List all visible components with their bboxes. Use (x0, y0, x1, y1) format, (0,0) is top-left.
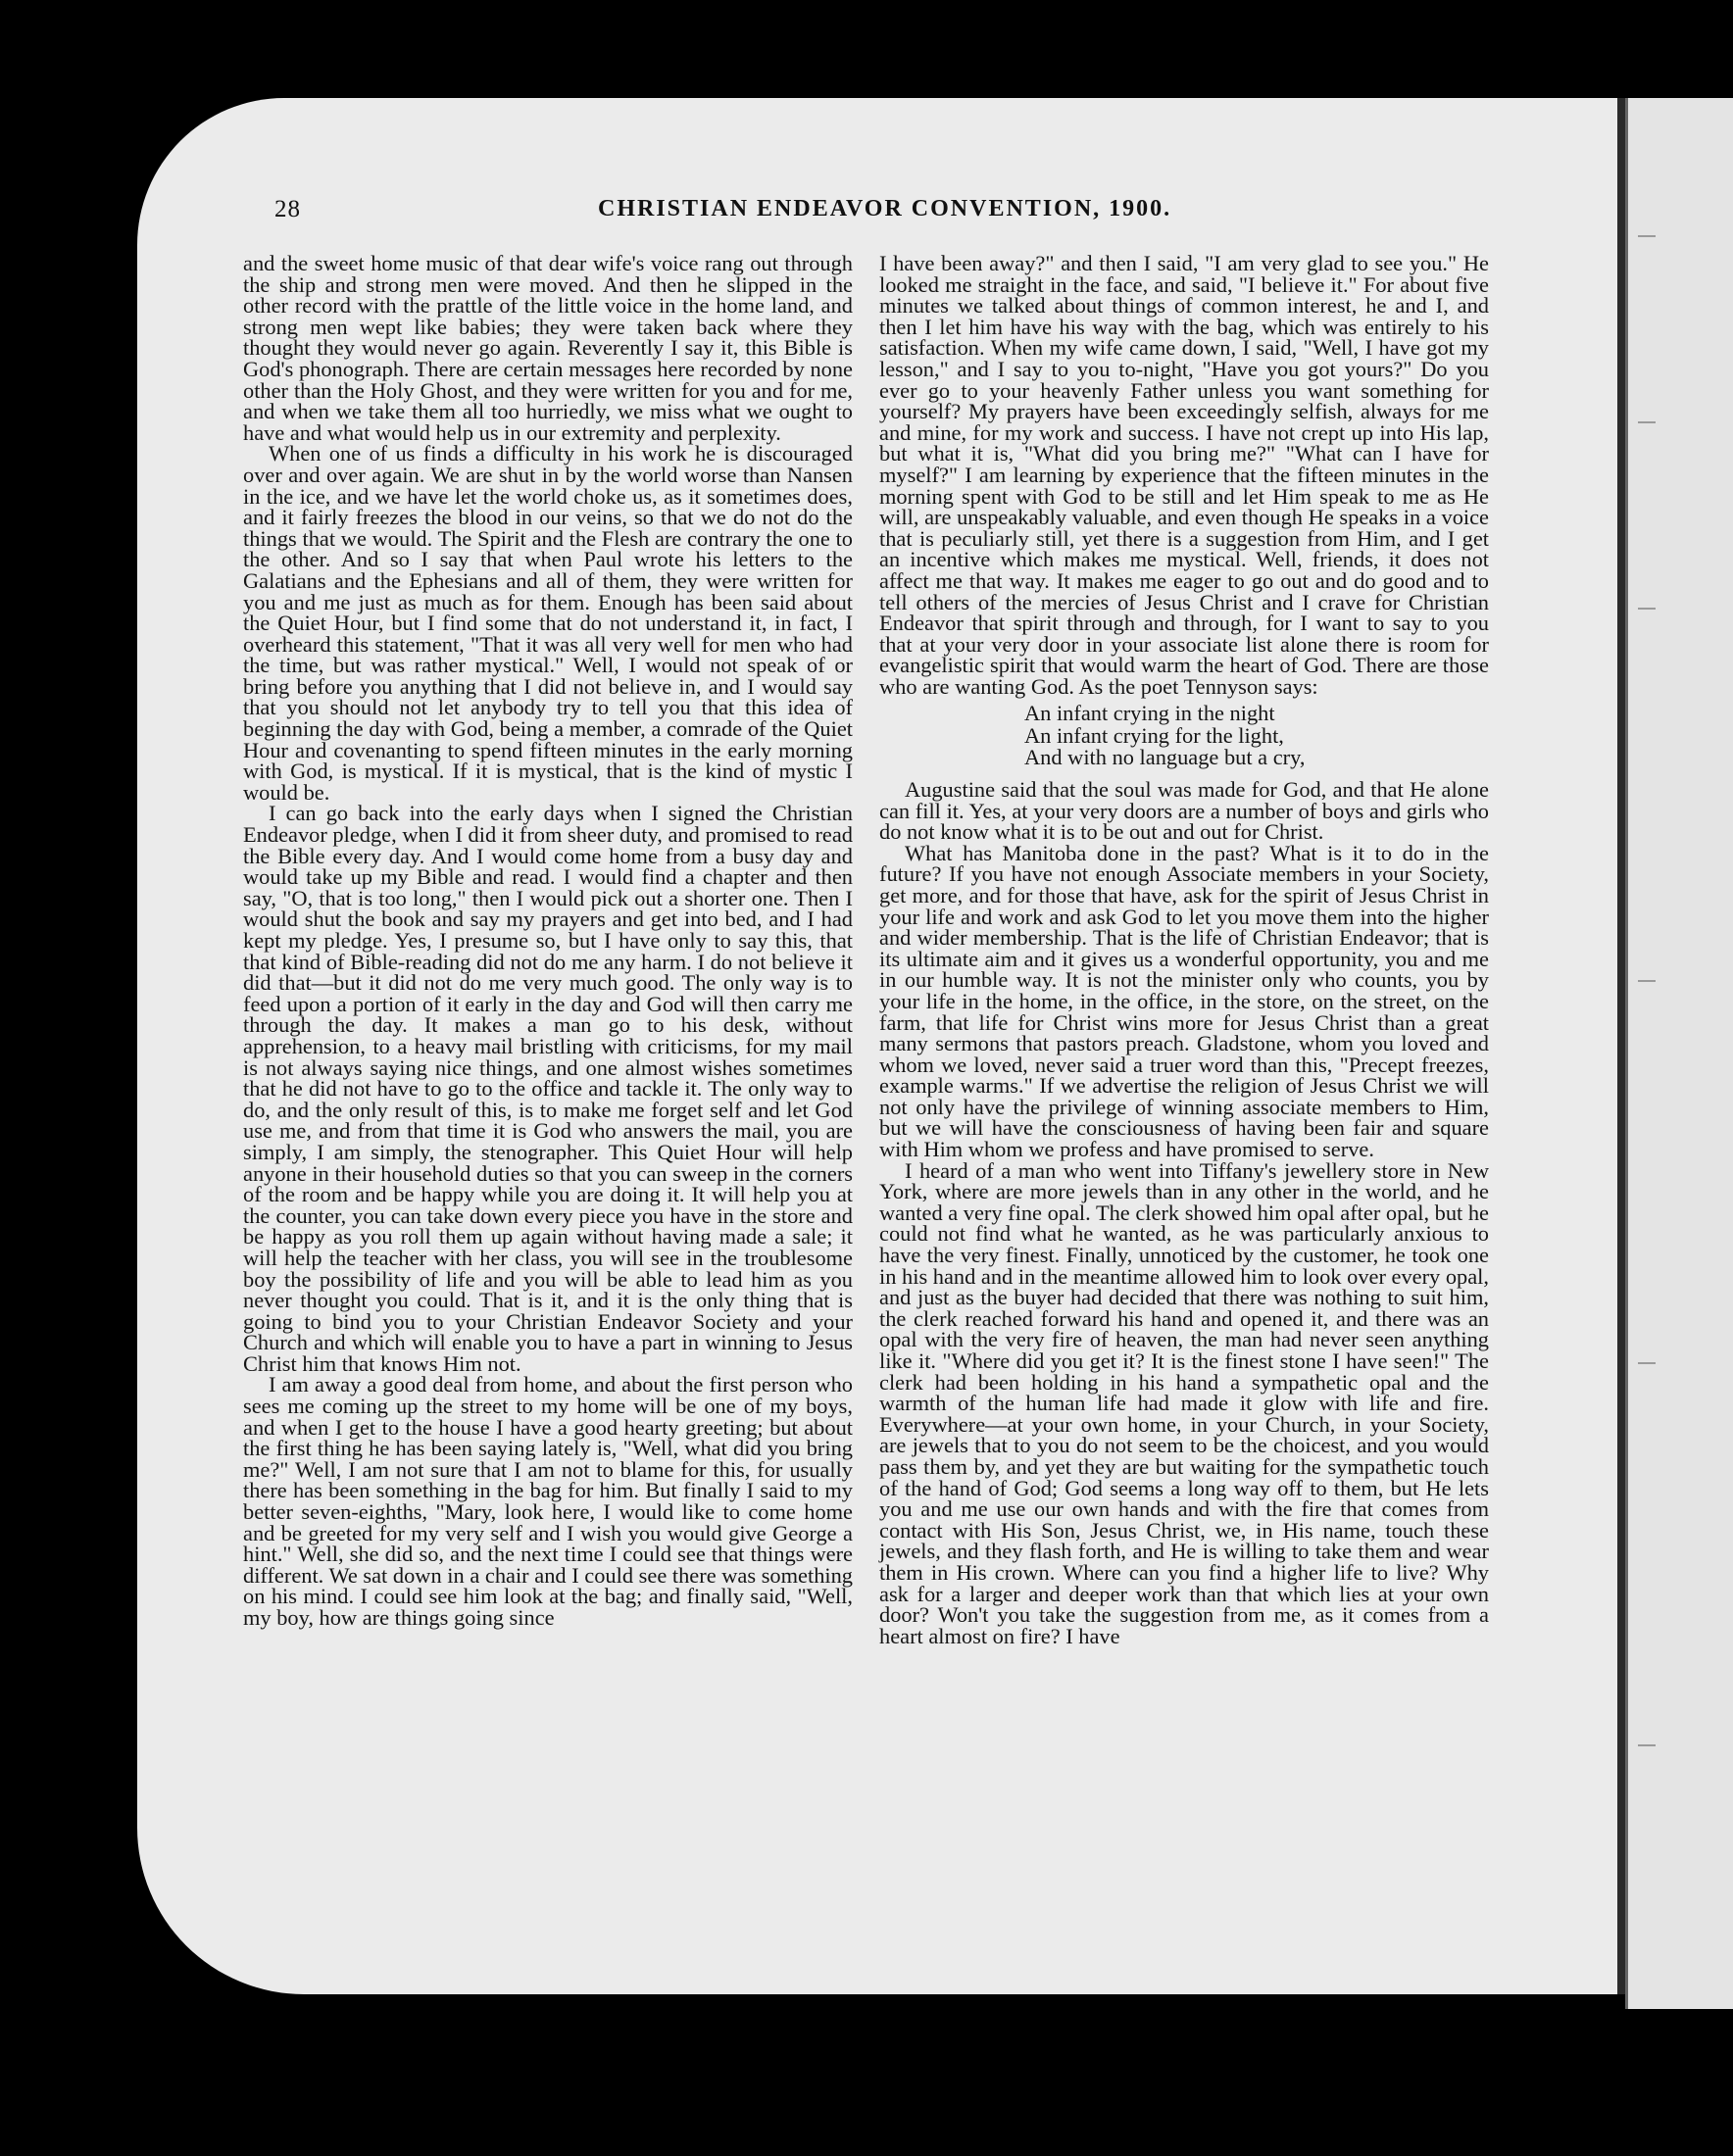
facing-page-mark (1638, 980, 1656, 982)
facing-page-mark (1638, 235, 1656, 237)
paragraph: Augustine said that the soul was made for God, and that He alone can fill it. Yes, at your very doors are a number of boys and girls who do not know what it is to be out and out for Christ. (879, 776, 1489, 845)
left-column (243, 253, 853, 1629)
facing-page-mark (1638, 421, 1656, 423)
paragraph: When one of us finds a difficulty in his work he is discouraged over and over again. We are shut in by the world worse than Nansen in the ice, and we have let the world choke us, as it sometimes does, and it fairly freezes the blood in our veins, so that we do not do the things that we would. The Spirit and the Flesh are contrary the one to the other. And so I say that when Paul wrote his letters to the Galatians and the Ephesians and all of them, they were written for you and me just as much as for them. Enough has been said about the Quiet Hour, but I find some that do not understand it, in fact, I overheard this statement, "That it was all very well for men who had the time, but was rather mystical." Well, I would not speak of or bring before you anything that I did not believe in, and I would say that you should not let anybody try to tell you that this idea of beginning the day with God, being a member, a comrade of the Quiet Hour and covenanting to spend fifteen minutes in the early morning with God, is mystical. If it is mystical, that is the kind of mystic I would be. (243, 441, 853, 805)
facing-page-mark (1638, 608, 1656, 610)
paragraph: I heard of a man who went into Tiffany's jewellery store in New York, where are more jewels than in any other in the world, and he wanted a very fine opal. The clerk showed him opal after opal, but he could not find what he wanted, as he was particularly anxious to have the very finest. Finally, unnoticed by the customer, he took one in his hand and in the meantime allowed him to look over every opal, and just as the buyer had decided that there was nothing to suit him, the clerk reached forward his hand and opened it, and there was an opal with the very fire of heaven, the man had never seen anything like it. "Where did you get it? It is the finest stone I have seen!" The clerk had been holding in his hand a sympathetic opal and the warmth of the human life had made it glow with life and fire. Everywhere—at your own home, in your Church, in your Society, are jewels that to you do not seem to be the choicest, and you would pass them by, and yet they are but waiting for the sympathetic touch of the hand of God; God seems a long way off to them, but He lets you and me use our own hands and with the fire that comes from contact with His Son, Jesus Christ, we, in His name, touch these jewels, and they flash forth, and He is willing to take them and wear them in His crown. Where can you find a higher life to live? Why ask for a larger and deeper work than that which lies at your own door? Won't you take the suggestion from me, as it comes from a heart almost on fire? I have (879, 1157, 1489, 1648)
book-gutter (1617, 98, 1625, 1994)
page-header (274, 196, 1490, 235)
poem-line: And with no language but a cry, (1024, 745, 1306, 770)
paragraph: What has Manitoba done in the past? What is it to do in the future? If you have not enough Associate members in your Society, get more, and for those that have, ask for the spirit of Jesus Christ in your life and work and ask God to let you move them into the higher and wider membership. That is the life of Christian Endeavor; that is its ultimate aim and it gives us a wonderful opportunity, you and me in our humble way. It is not the minister only who counts, you by your life in the home, in the office, in the store, on the street, on the farm, that life for Christ wins more for Jesus Christ than a great many sermons that pastors preach. Gladstone, whom you loved and whom we loved, never said a truer word than this, "Precept freezes, example warms." If we advertise the religion of Jesus Christ we will not only have the privilege of winning associate members to Him, but we will have the consciousness of having been fair and square with Him whom we profess and have promised to serve. (879, 840, 1489, 1162)
paragraph: I am away a good deal from home, and about the first person who sees me coming up the street to my home will be one of my boys, and when I get to the house I have a good hearty greeting; but about the first thing he has been saying lately is, "Well, what did you bring me?" Well, I am not sure that I am not to blame for this, for usually there has been something in the bag for him. But finally I said to my better seven-eighths, "Mary, look here, I would like to come home and be greeted for my very self and I wish you would give George a hint." Well, she did so, and the next time I could see that things were different. We sat down in a chair and I could see there was something on his mind. I could see him look at the bag; and finally said, "Well, my boy, how are things going since (243, 1372, 853, 1630)
facing-page-mark (1638, 1362, 1656, 1364)
facing-page-edge (1625, 98, 1733, 2009)
right-column (879, 253, 1489, 1646)
page-number: 28 (274, 196, 301, 222)
poem-quote (1024, 703, 1489, 769)
paragraph: I have been away?" and then I said, "I am very glad to see you." He looked me straight in the face, and said, "I believe it." For about five minutes we talked about things of common interest, he and I, and then I let him have his way with the bag, which was entirely to his satisfaction. When my wife came down, I said, "Well, I have got my lesson," and I say to you to-night, "Have you got yours?" Do you ever go to your heavenly Father unless you want something for yourself? My prayers have been exceedingly selfish, always for me and mine, for my work and success. I have not crept up into His lap, but what it is, "What did you bring me?" "What can I have for myself?" I am learning by experience that the fifteen minutes in the morning spent with God to be still and let Him speak to me as He will, are unspeakably valuable, and even though He speaks in a voice that is peculiarly still, yet there is a suggestion from Him, and I get an incentive which makes me mystical. Well, friends, it does not affect me that way. It makes me eager to go out and do good and to tell others of the mercies of Jesus Christ and I crave for Christian Endeavor that spirit through and through, for I want to say to you that at your very door in your associate list alone there is room for evangelistic spirit that would warm the heart of God. There are those who are wanting God. As the poet Tennyson says: (879, 251, 1489, 699)
paragraph: and the sweet home music of that dear wife's voice rang out through the ship and strong men were moved. And then he slipped in the other record with the prattle of the little voice in the home land, and strong men wept like babies; they were taken back where they thought they would never go again. Reverently I say it, this Bible is God's phonograph. There are certain messages here recorded by none other than the Holy Ghost, and they were written for you and for me, and when we take them all too hurriedly, we miss what we ought to have and what would help us in our extremity and perplexity. (243, 251, 853, 445)
paragraph: I can go back into the early days when I signed the Christian Endeavor pledge, when I did it from sheer duty, and promised to read the Bible every day. And I would come home from a busy day and would take up my Bible and read. I would find a chapter and then say, "O, that is too long," then I would pick out a shorter one. Then I would shut the book and say my prayers and get into bed, and I had kept my pledge. Yes, I presume so, but I have only to say this, that that kind of Bible-reading did not do me any harm. I do not believe it did that—but it did not do me very much good. The only way is to feed upon a portion of it early in the day and God will then carry me through the day. It makes a man go to his desk, without apprehension, to a heavy mail bristling with criticisms, for my mail is not always saying nice things, and one almost wishes sometimes that he did not have to go to the office and tackle it. The only way to do, and the only result of this, is to make me forget self and let God use me, and from that time it is God who answers the mail, you are simply, I am simply, the stenographer. This Quiet Hour will help anyone in their household duties so that you can sweep in the corners of the room and be happy while you are doing it. It will help you at the counter, you can take down every piece you have in the store and be happy as you roll them up again without having made a sale; it will help the teacher with her class, you will see in the troublesome boy the possibility of life and you will be able to lead him as you never thought you could. That is it, and it is the only thing that is going to bind you to your Christian Endeavor Society and your Church and which will enable you to have a part in winning to Jesus Christ him that knows Him not. (243, 801, 853, 1376)
facing-page-mark (1638, 1744, 1656, 1746)
poem-line: An infant crying for the light, (1024, 722, 1284, 748)
running-title: CHRISTIAN ENDEAVOR CONVENTION, 1900. (598, 196, 1172, 221)
poem-line: An infant crying in the night (1024, 701, 1275, 726)
